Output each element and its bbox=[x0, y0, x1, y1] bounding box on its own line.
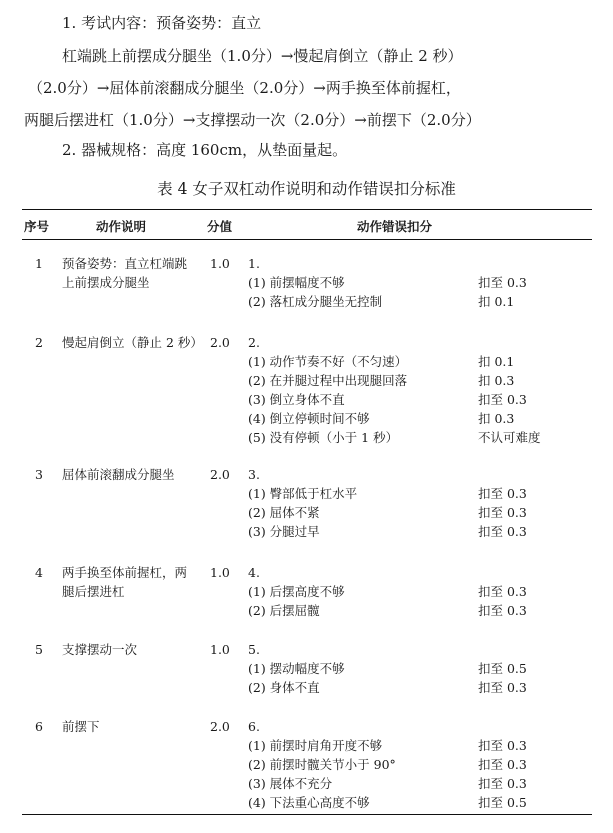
error-item: (2) 在并腿过程中出现腿回落 bbox=[248, 373, 408, 388]
error-item: (2) 后摆屈髋 bbox=[248, 603, 320, 618]
row-desc: 前摆下 bbox=[62, 719, 100, 734]
intro-line-3: （2.0分）→屈体前滚翻成分腿坐（2.0分）→两手换至体前握杠， bbox=[28, 79, 461, 97]
table-header-rule bbox=[22, 239, 592, 240]
deduction-item: 扣至 0.3 bbox=[478, 738, 527, 753]
row-score: 2.0 bbox=[210, 335, 230, 350]
row-no: 5 bbox=[35, 642, 43, 657]
row-no: 2 bbox=[35, 335, 43, 350]
header-no: 序号 bbox=[24, 219, 50, 234]
error-item: (2) 前摆时髋关节小于 90° bbox=[248, 757, 396, 772]
row-errors bbox=[248, 659, 345, 697]
header-score: 分值 bbox=[207, 219, 233, 234]
row-errors bbox=[248, 352, 407, 447]
row-deductions bbox=[478, 484, 527, 541]
row-desc: 预备姿势：直立杠端跳上前摆成分腿坐 bbox=[62, 256, 188, 290]
row-errors bbox=[248, 736, 396, 812]
row-no: 6 bbox=[35, 719, 43, 734]
row-score: 2.0 bbox=[210, 719, 230, 734]
deduction-item: 扣至 0.5 bbox=[478, 795, 527, 810]
row-deductions bbox=[478, 736, 527, 812]
deduction-item: 扣至 0.3 bbox=[478, 275, 527, 290]
row-score: 1.0 bbox=[210, 256, 230, 271]
error-item: (2) 屈体不紧 bbox=[248, 505, 320, 520]
intro-line-1: 1. 考试内容：预备姿势：直立 bbox=[62, 14, 262, 32]
row-deductions bbox=[478, 352, 541, 447]
row-errors bbox=[248, 582, 345, 620]
row-desc: 两手换至体前握杠，两腿后摆进杠 bbox=[62, 565, 188, 599]
row-no: 1 bbox=[35, 256, 43, 271]
row-num: 4. bbox=[248, 565, 260, 580]
row-score: 1.0 bbox=[210, 642, 230, 657]
row-num: 3. bbox=[248, 467, 260, 482]
error-item: (3) 展体不充分 bbox=[248, 776, 333, 791]
error-item: (2) 落杠成分腿坐无控制 bbox=[248, 294, 383, 309]
deduction-item: 扣 0.1 bbox=[478, 354, 515, 369]
row-num: 5. bbox=[248, 642, 260, 657]
row-num: 6. bbox=[248, 719, 260, 734]
deduction-item: 扣 0.3 bbox=[478, 373, 515, 388]
row-num: 2. bbox=[248, 335, 260, 350]
error-item: (1) 后摆高度不够 bbox=[248, 584, 345, 599]
row-deductions bbox=[478, 659, 527, 697]
deduction-item: 扣 0.3 bbox=[478, 411, 515, 426]
intro-line-2: 杠端跳上前摆成分腿坐（1.0分）→慢起肩倒立（静止 2 秒） bbox=[62, 47, 463, 65]
error-item: (1) 前摆幅度不够 bbox=[248, 275, 345, 290]
row-errors bbox=[248, 484, 357, 541]
table-top-rule bbox=[22, 209, 592, 210]
deduction-item: 扣至 0.3 bbox=[478, 603, 527, 618]
header-errors: 动作错误扣分 bbox=[357, 219, 433, 234]
deduction-item: 扣至 0.3 bbox=[478, 505, 527, 520]
error-item: (4) 下法重心高度不够 bbox=[248, 795, 370, 810]
deduction-item: 扣至 0.3 bbox=[478, 524, 527, 539]
row-desc: 屈体前滚翻成分腿坐 bbox=[62, 467, 175, 482]
row-no: 4 bbox=[35, 565, 43, 580]
table-caption: 表 4 女子双杠动作说明和动作错误扣分标准 bbox=[157, 180, 456, 198]
deduction-item: 扣至 0.3 bbox=[478, 680, 527, 695]
row-errors bbox=[248, 273, 382, 311]
row-desc: 慢起肩倒立（静止 2 秒） bbox=[62, 335, 203, 350]
error-item: (5) 没有停顿（小于 1 秒） bbox=[248, 430, 399, 445]
deduction-item: 扣至 0.3 bbox=[478, 584, 527, 599]
error-item: (3) 倒立身体不直 bbox=[248, 392, 345, 407]
error-item: (1) 臀部低于杠水平 bbox=[248, 486, 358, 501]
table-bottom-rule bbox=[22, 814, 592, 815]
error-item: (1) 动作节奏不好（不匀速） bbox=[248, 354, 408, 369]
error-item: (1) 前摆时肩角开度不够 bbox=[248, 738, 383, 753]
row-deductions bbox=[478, 582, 527, 620]
row-num: 1. bbox=[248, 256, 260, 271]
deduction-item: 扣至 0.3 bbox=[478, 392, 527, 407]
row-deductions bbox=[478, 273, 527, 311]
deduction-item: 不认可难度 bbox=[478, 430, 541, 445]
intro-line-5: 2. 器械规格：高度 160cm，从垫面量起。 bbox=[62, 141, 348, 159]
deduction-item: 扣至 0.3 bbox=[478, 776, 527, 791]
intro-line-4: 两腿后摆进杠（1.0分）→支撑摆动一次（2.0分）→前摆下（2.0分） bbox=[24, 111, 481, 129]
header-desc: 动作说明 bbox=[96, 219, 147, 234]
deduction-item: 扣至 0.3 bbox=[478, 757, 527, 772]
row-score: 2.0 bbox=[210, 467, 230, 482]
deduction-item: 扣至 0.5 bbox=[478, 661, 527, 676]
error-item: (4) 倒立停顿时间不够 bbox=[248, 411, 370, 426]
error-item: (3) 分腿过早 bbox=[248, 524, 320, 539]
deduction-item: 扣至 0.3 bbox=[478, 486, 527, 501]
row-desc: 支撑摆动一次 bbox=[62, 642, 138, 657]
error-item: (2) 身体不直 bbox=[248, 680, 320, 695]
error-item: (1) 摆动幅度不够 bbox=[248, 661, 345, 676]
row-no: 3 bbox=[35, 467, 43, 482]
deduction-item: 扣 0.1 bbox=[478, 294, 515, 309]
row-score: 1.0 bbox=[210, 565, 230, 580]
